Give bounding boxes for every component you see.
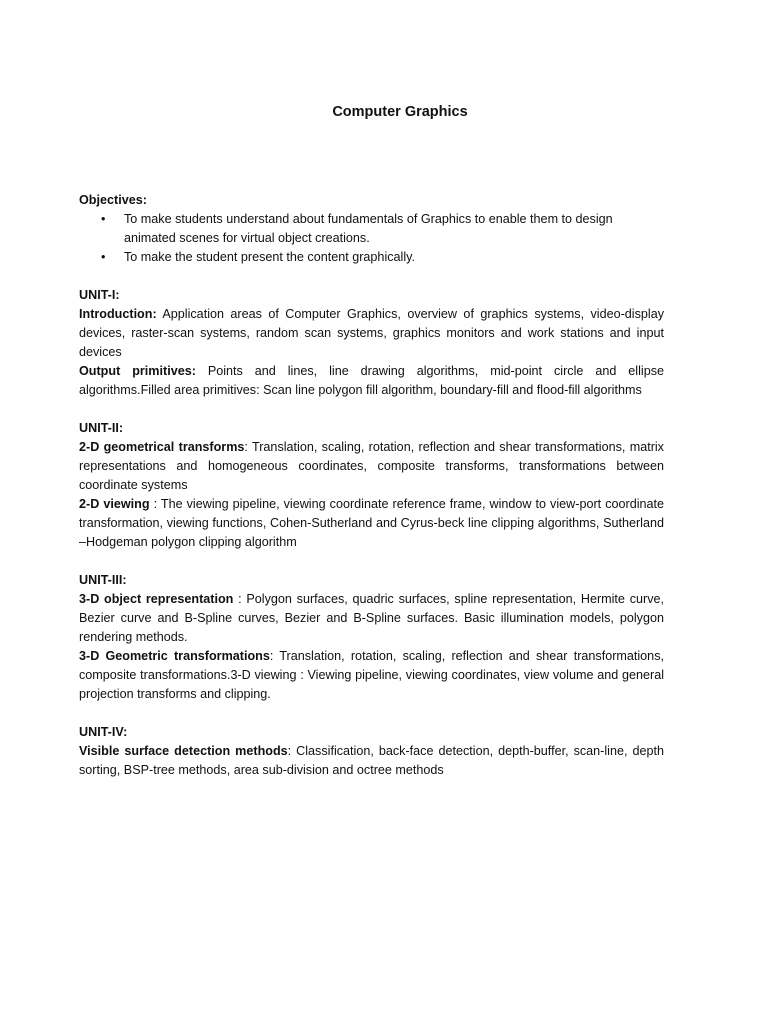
topic-text: : Translation, rotation, scaling, reflection and shear transformations, composite transformations.3-D viewing : Viewing pipeline, viewing coordinates, view volume and general projection transforms and clipping. [79,649,664,701]
spacer [79,267,664,286]
objectives-heading: Objectives: [79,193,147,207]
topic-label: 3-D Geometric transformations [79,649,270,663]
topic-text: : Translation, scaling, rotation, reflection and shear transformations, matrix representations and homogeneous coordinates, composite transforms, transformations between coordinate systems [79,440,664,492]
topic-paragraph [79,647,664,704]
objectives-list [79,210,664,267]
bullet-icon: • [101,250,106,264]
topic-paragraph [79,362,664,400]
topic-text: : The viewing pipeline, viewing coordinate reference frame, window to view-port coordinate transformation, viewing functions, Cohen-Sutherland and Cyrus-beck line clipping algorithms, Sutherland –Hodgeman polygon clipping algorithm [79,497,665,549]
page-title: Computer Graphics [332,104,468,120]
objective-text: To make students understand about fundamentals of Graphics to enable them to design animated scenes for virtual object creations. [124,212,613,245]
topic-text: : Polygon surfaces, quadric surfaces, spline representation, Hermite curve, Bezier curve and B-Spline curves, Bezier and B-Spline surfaces. Basic illumination models, polygon rendering methods. [79,592,664,644]
spacer [79,704,664,723]
topic-text: Points and lines, line drawing algorithms, mid-point circle and ellipse algorithms.Filled area primitives: Scan line polygon fill algorithm, boundary-fill and flood-fill algorithms [79,364,664,397]
spacer [79,400,664,419]
topic-paragraph [79,495,664,552]
topic-label: 2-D viewing [79,497,150,511]
unit-heading: UNIT-II: [79,421,124,435]
topic-label: Output primitives: [79,364,196,378]
topic-paragraph [79,305,664,362]
topic-label: 3-D object representation [79,592,234,606]
topic-text: Application areas of Computer Graphics, overview of graphics systems, video-display devices, raster-scan systems, random scan systems, graphics monitors and work stations and input devices [79,307,664,359]
topic-label: 2-D geometrical transforms [79,440,245,454]
list-item [79,248,664,267]
topic-paragraph [79,742,664,780]
topic-label: Introduction: [79,307,157,321]
topic-paragraph [79,590,664,647]
topic-text: : Classification, back-face detection, depth-buffer, scan-line, depth sorting, BSP-tree methods, area sub-division and octree methods [79,744,664,777]
objective-text: To make the student present the content graphically. [124,250,415,264]
bullet-icon: • [101,212,106,226]
spacer [79,552,664,571]
topic-paragraph [79,438,664,495]
unit-heading: UNIT-I: [79,288,120,302]
topic-label: Visible surface detection methods [79,744,288,758]
document-content [79,191,664,780]
unit-heading: UNIT-III: [79,573,127,587]
unit-heading: UNIT-IV: [79,725,128,739]
list-item [79,210,664,248]
